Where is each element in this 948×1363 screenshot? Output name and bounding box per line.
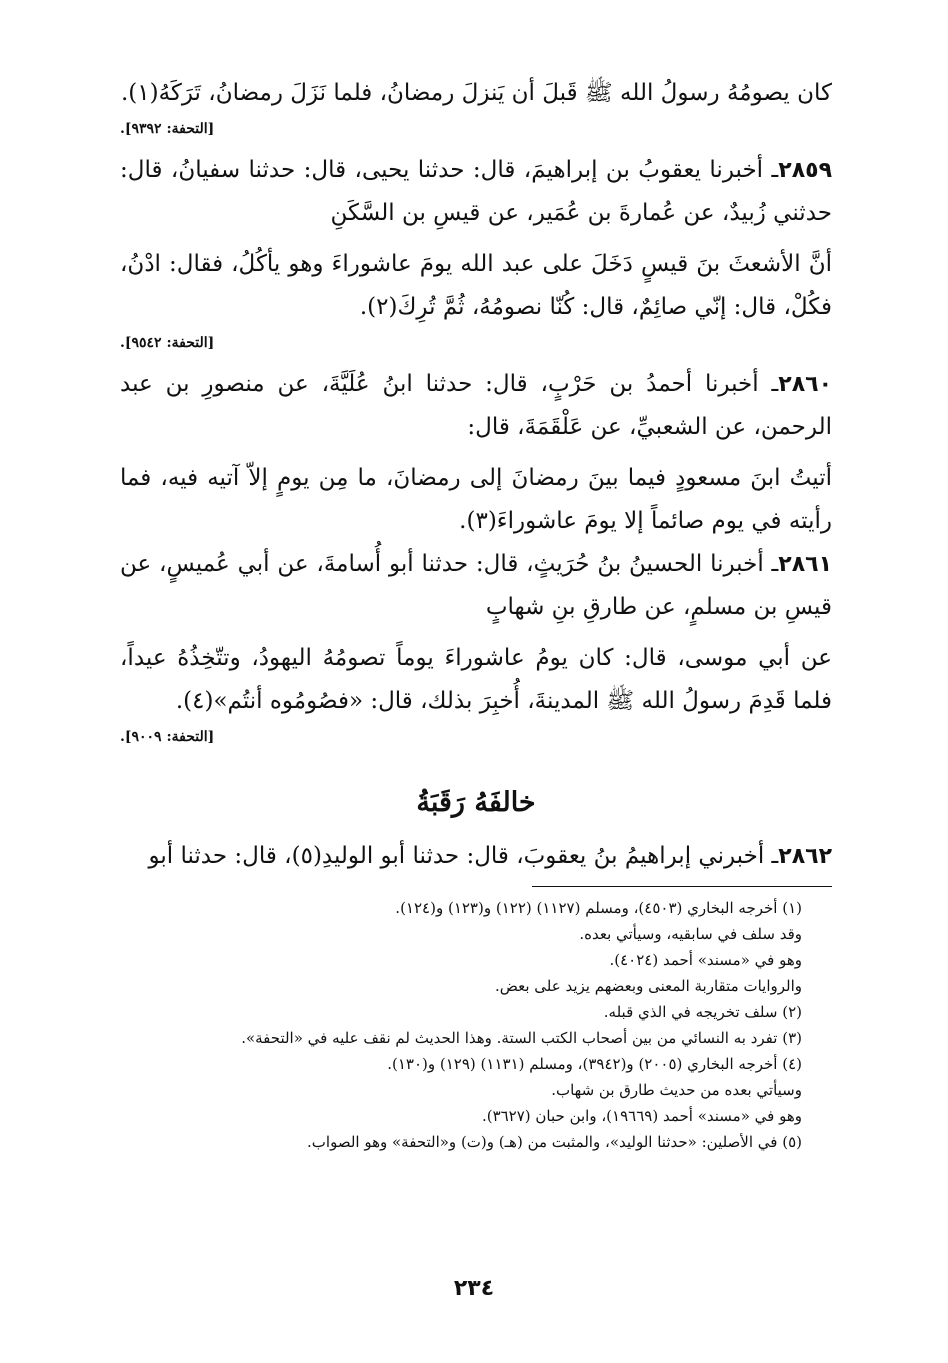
hadith-2860-matn: أتيتُ ابنَ مسعودٍ فيما بينَ رمضانَ إلى رمضانَ، ما مِن يومٍ إلاّ آتيه فيه، فما رأيته في يوم صائماً إلا يومَ عاشوراءَ(٣).	[120, 465, 832, 534]
tuhfa-reference: [التحفة: ٩٣٩٢].	[120, 121, 215, 137]
hadith-2861-isnad: ٢٨٦١ـ أخبرنا الحسينُ بنُ حُرَيثٍ، قال: حدثنا أبو أُسامةَ، عن أبي عُميسٍ، عن قيسِ بن مسلمٍ، عن طارقِ بنِ شهابٍ	[120, 551, 832, 620]
hadith-number: ٢٨٦٢	[778, 844, 832, 869]
hadith-2861-matn: عن أبي موسى، قال: كان يومُ عاشوراءَ يوماً تصومُهُ اليهودُ، وتتّخِذُهُ عيداً، فلما قَدِمَ رسولُ الله ﷺ المدينةَ، أُخبِرَ بذلك، قال: «فصُومُوه أنتُم»(٤).	[120, 645, 832, 714]
footnote-line: (٢) سلف تخريجه في الذي قبله.	[603, 1003, 802, 1021]
hadith-number: ٢٨٦١	[778, 552, 832, 577]
footnote-line: (٣) تفرد به النسائي من بين أصحاب الكتب الستة. وهذا الحديث لم نقف عليه في «التحفة».	[241, 1029, 802, 1047]
footnote-line: (١) أخرجه البخاري (٤٥٠٣)، ومسلم (١١٢٧) (١٢٢) و(١٢٣) و(١٢٤).	[395, 899, 802, 917]
tuhfa-reference: [التحفة: ٩٥٤٢].	[120, 335, 215, 351]
footnote-separator	[532, 886, 832, 887]
footnote-line: والروايات متقاربة المعنى وبعضهم يزيد على بعض.	[494, 977, 802, 995]
tuhfa-reference: [التحفة: ٩٠٠٩].	[120, 729, 215, 745]
footnote-line: وهو في «مسند» أحمد (١٩٦٦٩)، وابن حبان (٣٦٢٧).	[481, 1107, 802, 1125]
page-number: ٢٣٤	[453, 1276, 495, 1301]
footnote-line: وقد سلف في سابقيه، وسيأتي بعده.	[579, 925, 802, 943]
hadith-2859-matn: أنَّ الأشعثَ بنَ قيسٍ دَخَلَ على عبد الله يومَ عاشوراءَ وهو يأكُلُ، فقال: ادْنُ، فكُلْ، قال: إنّي صائِمٌ، قال: كُنّا نصومُهُ، ثُمَّ تُرِكَ(٢).	[120, 251, 832, 320]
hadith-number: ٢٨٦٠	[778, 372, 832, 397]
hadith-2859-isnad: ٢٨٥٩ـ أخبرنا يعقوبُ بن إبراهيمَ، قال: حدثنا يحيى، قال: حدثنا سفيانُ، قال: حدثني زُبيدٌ، عن عُمارةَ بن عُمَير، عن قيسِ بن السَّكَنِ	[120, 157, 832, 226]
hadith-number: ٢٨٥٩	[778, 158, 832, 183]
footnote-line: وهو في «مسند» أحمد (٤٠٢٤).	[609, 951, 802, 969]
book-page	[120, 72, 832, 1155]
footnotes	[120, 895, 832, 1155]
footnote-line: وسيأتي بعده من حديث طارق بن شهاب.	[551, 1081, 802, 1099]
footnote-line: (٤) أخرجه البخاري (٢٠٠٥) و(٣٩٤٢)، ومسلم (١١٣١) (١٢٩) و(١٣٠).	[387, 1055, 802, 1073]
section-heading: خالفَهُ رَقَبَةُ	[416, 787, 536, 818]
footnote-line: (٥) في الأصلين: «حدثنا الوليد»، والمثبت من (هـ) و(ت) و«التحفة» وهو الصواب.	[307, 1133, 802, 1151]
hadith-2862-isnad: ٢٨٦٢ـ أخبرني إبراهيمُ بنُ يعقوبَ، قال: حدثنا أبو الوليدِ(٥)، قال: حدثنا أبو	[148, 843, 832, 869]
hadith-2860-isnad: ٢٨٦٠ـ أخبرنا أحمدُ بن حَرْبٍ، قال: حدثنا ابنُ عُلَيَّةَ، عن منصورِ بن عبد الرحمن، عن الشعبيِّ، عن عَلْقَمَةَ، قال:	[120, 371, 832, 440]
text-line: كان يصومُهُ رسولُ الله ﷺ قَبلَ أن يَنزلَ رمضانُ، فلما نَزَلَ رمضانُ، تَرَكَهُ(١).	[120, 80, 832, 106]
